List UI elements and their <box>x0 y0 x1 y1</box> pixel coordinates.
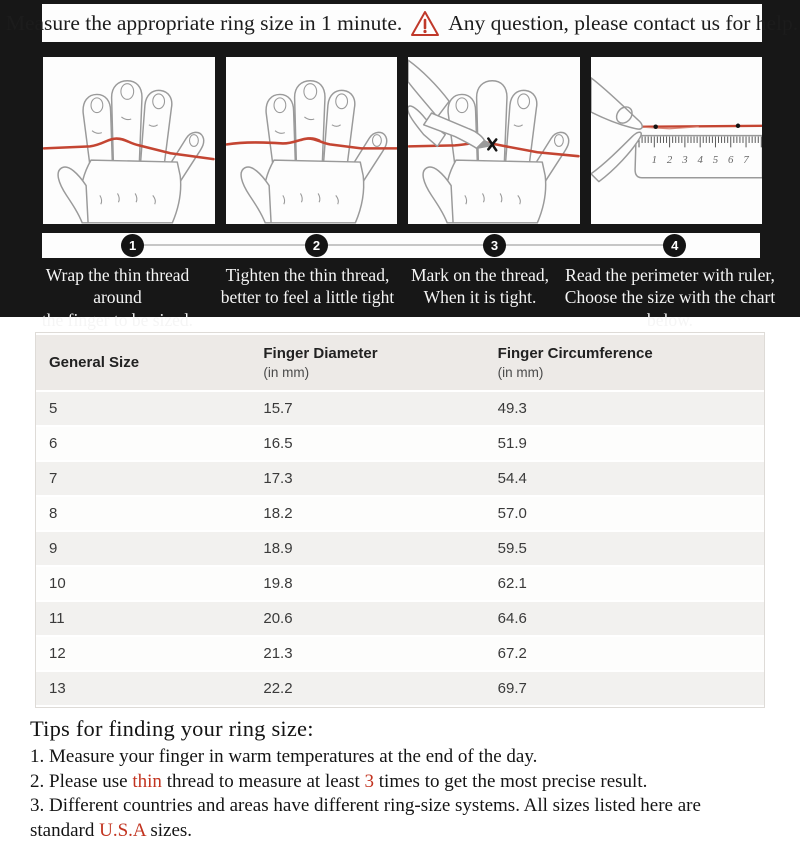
table-cell: 19.8 <box>250 567 484 600</box>
table-cell: 54.4 <box>485 462 764 495</box>
table-cell: 13 <box>36 672 250 705</box>
steps-progress-bar <box>42 233 760 258</box>
table-row <box>36 567 764 600</box>
hero-instructions-section <box>0 0 800 330</box>
table-cell: 16.5 <box>250 427 484 460</box>
table-row <box>36 427 764 460</box>
svg-text:2: 2 <box>666 154 672 167</box>
tighten-thread-hand-illustration <box>226 57 398 224</box>
svg-text:7: 7 <box>742 154 749 167</box>
step-captions <box>20 264 780 331</box>
table-cell: 7 <box>36 462 250 495</box>
ruler-measure-illustration <box>591 57 763 224</box>
tip-line: 1. Measure your finger in warm temperatures at the end of the day. <box>30 746 538 767</box>
wrap-thread-hand-illustration <box>43 57 215 224</box>
table-cell: 5 <box>36 392 250 425</box>
table-cell: 8 <box>36 497 250 530</box>
tip-line: 3. Different countries and areas have different ring-size systems. All sizes listed here are standard U.S.A sizes. <box>30 795 701 842</box>
step-caption-4: Read the perimeter with ruler, Choose the size with the chart below. <box>564 265 776 330</box>
table-cell: 9 <box>36 532 250 565</box>
size-chart-section <box>0 317 800 708</box>
table-cell: 6 <box>36 427 250 460</box>
table-row <box>36 462 764 495</box>
banner-text-right: Any question, please contact us for help. <box>448 10 799 35</box>
svg-text:6: 6 <box>727 154 733 167</box>
svg-text:3: 3 <box>681 154 688 167</box>
table-cell: 18.2 <box>250 497 484 530</box>
table-cell: 15.7 <box>250 392 484 425</box>
banner-text-left: Measure the appropriate ring size in 1 minute. <box>5 10 403 35</box>
col-header-general-size: General Size <box>36 335 250 390</box>
table-cell: 64.6 <box>485 602 764 635</box>
table-cell: 62.1 <box>485 567 764 600</box>
table-cell: 67.2 <box>485 637 764 670</box>
step-caption-1: Wrap the thin thread around the finger to be sized. <box>41 265 194 330</box>
table-row <box>36 392 764 425</box>
table-row <box>36 672 764 705</box>
table-cell: 51.9 <box>485 427 764 460</box>
ruler-icon <box>635 136 762 178</box>
step-dot-3: 3 <box>483 234 506 257</box>
tips-section <box>0 708 800 844</box>
table-cell: 59.5 <box>485 532 764 565</box>
thread-mark-dot <box>653 125 658 130</box>
illustration-panels <box>43 57 762 224</box>
table-row <box>36 532 764 565</box>
table-row <box>36 497 764 530</box>
table-row <box>36 602 764 635</box>
tip-line: 2. Please use thin thread to measure at least 3 times to get the most precise result. <box>30 770 648 792</box>
svg-text:4: 4 <box>696 154 703 167</box>
step-dot-4: 4 <box>663 234 686 257</box>
table-cell: 17.3 <box>250 462 484 495</box>
table-cell: 20.6 <box>250 602 484 635</box>
table-cell: 49.3 <box>485 392 764 425</box>
warning-triangle-icon <box>410 10 440 37</box>
step-dot-2: 2 <box>305 234 328 257</box>
step-caption-3: Mark on the thread, When it is tight. <box>410 265 549 308</box>
steps-connector-line <box>133 244 676 246</box>
top-banner <box>5 4 799 42</box>
table-cell: 10 <box>36 567 250 600</box>
step-dot-1: 1 <box>121 234 144 257</box>
svg-text:1: 1 <box>651 154 657 167</box>
thread-mark-dot <box>735 124 740 129</box>
step-caption-2: Tighten the thin thread, better to feel a little tight <box>220 265 395 308</box>
table-cell: 57.0 <box>485 497 764 530</box>
table-cell: 18.9 <box>250 532 484 565</box>
table-cell: 12 <box>36 637 250 670</box>
svg-text:5: 5 <box>712 154 718 167</box>
ring-size-table <box>35 332 765 708</box>
table-cell: 69.7 <box>485 672 764 705</box>
tips-heading: Tips for finding your ring size: <box>30 716 314 741</box>
col-header-finger-circumference: Finger Circumference (in mm) <box>485 335 764 390</box>
table-cell: 21.3 <box>250 637 484 670</box>
table-cell: 11 <box>36 602 250 635</box>
table-row <box>36 637 764 670</box>
col-header-finger-diameter: Finger Diameter (in mm) <box>250 335 484 390</box>
table-header-row <box>36 335 764 390</box>
tips-list <box>30 745 770 844</box>
table-cell: 22.2 <box>250 672 484 705</box>
mark-thread-hand-illustration <box>408 57 580 224</box>
